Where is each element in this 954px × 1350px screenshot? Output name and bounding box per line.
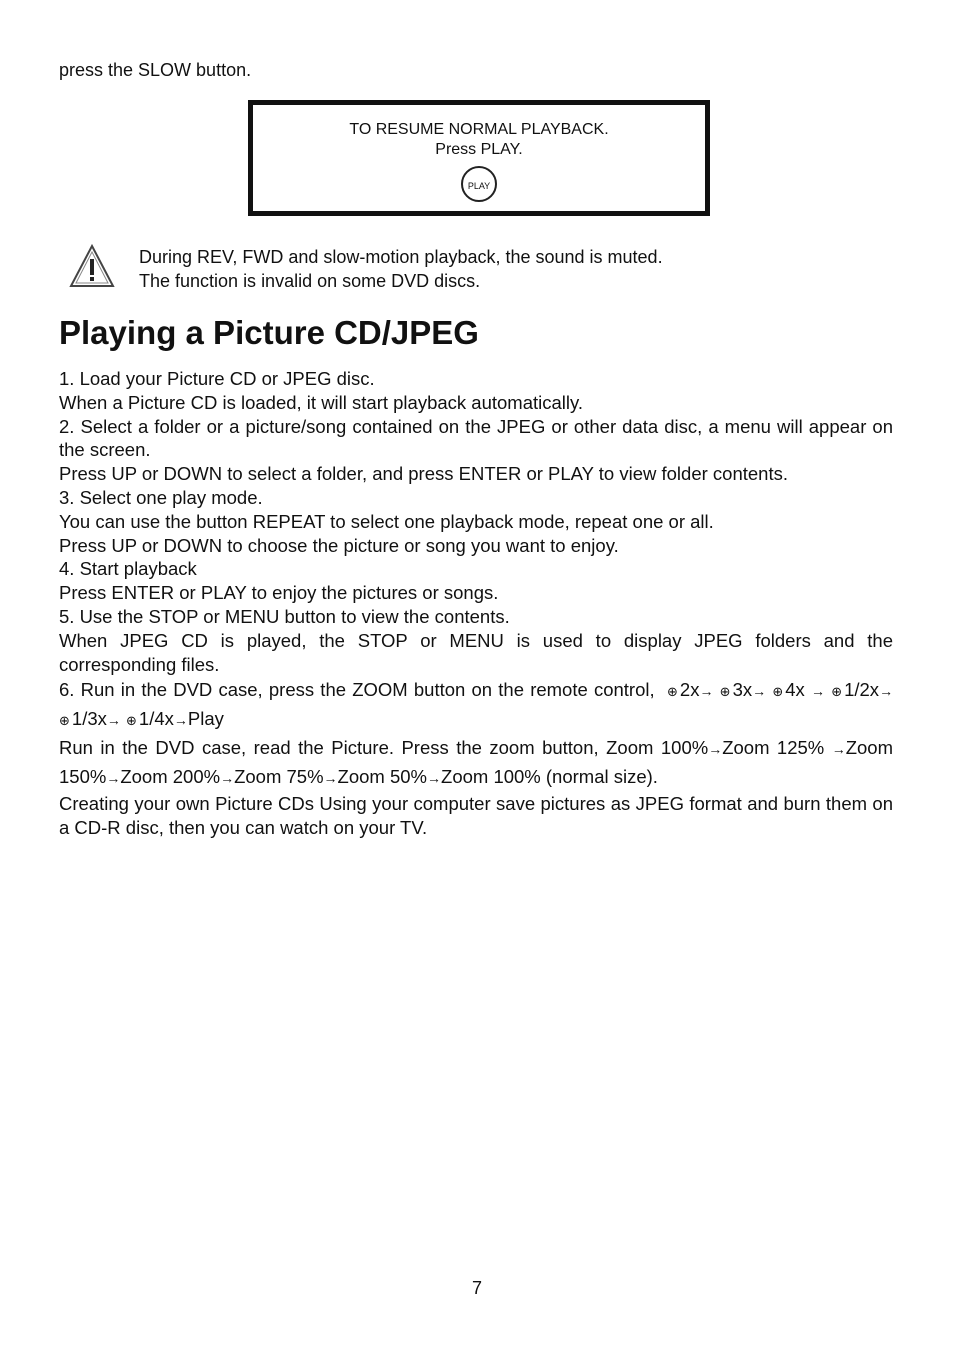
section-title: Playing a Picture CD/JPEG [59, 314, 479, 351]
arrow-icon: → [220, 770, 235, 787]
zoom-step: 2x [679, 679, 700, 701]
step-6-prefix: 6. Run in the DVD case, press the ZOOM button on the remote control, [59, 679, 655, 701]
zoom-step: 1/4x [138, 708, 174, 730]
page-number: 7 [471, 1278, 482, 1298]
resume-playback-box [248, 100, 710, 216]
zoom-pct-step: Zoom 125% [722, 737, 825, 759]
arrow-icon: → [173, 712, 188, 729]
play-button-icon: PLAY [461, 166, 497, 202]
arrow-icon: → [831, 741, 846, 758]
warning-note [139, 245, 663, 293]
zoom-icon: ⊕ [59, 713, 70, 729]
arrow-icon: → [879, 683, 894, 700]
resume-instruction: Press PLAY. [435, 141, 523, 158]
resume-title: TO RESUME NORMAL PLAYBACK. [349, 121, 609, 138]
step-3: 3. Select one play mode. [59, 486, 263, 508]
arrow-icon: → [427, 770, 442, 787]
closing-paragraph: Creating your own Picture CDs Using your computer save pictures as JPEG format and burn them on a CD-R disc, then you can watch on your TV. [59, 793, 893, 839]
zoom-step: 1/3x [71, 708, 107, 730]
step-4: 4. Start playback [59, 558, 197, 580]
zoom-icon: ⊕ [667, 684, 678, 700]
zoom-pct-step: Zoom 200% [120, 766, 221, 788]
step-5: 5. Use the STOP or MENU button to view the contents. [59, 605, 510, 627]
step-1: 1. Load your Picture CD or JPEG disc. [59, 368, 375, 389]
step-2: 2. Select a folder or a picture/song contained on the JPEG or other data disc, a menu will appear on the screen. [59, 415, 893, 461]
step-3-detail-a: You can use the button REPEAT to select one playback mode, repeat one or all. [59, 510, 714, 532]
zoom-pct-step: Zoom 100% [606, 737, 709, 759]
arrow-icon: → [106, 770, 121, 787]
zoom-icon: ⊕ [719, 684, 731, 700]
warning-line-1: During REV, FWD and slow-motion playback, the sound is muted. [139, 247, 663, 267]
zoom-step: 1/2x [844, 679, 880, 701]
warning-triangle-icon [68, 243, 116, 289]
arrow-icon: → [708, 741, 723, 758]
step-1-detail: When a Picture CD is loaded, it will start playback automatically. [59, 391, 584, 413]
zoom-step: 3x [732, 679, 753, 701]
step-5-detail: When JPEG CD is played, the STOP or MENU is used to display JPEG folders and the corresponding files. [59, 629, 893, 675]
step-2-detail: Press UP or DOWN to select a folder, and press ENTER or PLAY to view folder contents. [59, 463, 788, 485]
step-6-zoom-sequence [59, 676, 893, 734]
zoom-pct-step: Zoom 50% [337, 766, 428, 788]
zoom-percent-sequence [59, 734, 893, 792]
zoom-pct-step: Zoom 150% [59, 737, 894, 788]
intro-text: press the SLOW button. [59, 60, 252, 80]
arrow-icon: → [699, 683, 714, 700]
arrow-icon: → [323, 770, 338, 787]
zoom-pct-step: Zoom 100% (normal size). [441, 766, 658, 788]
arrow-icon: → [752, 683, 767, 700]
zoom-icon: ⊕ [772, 684, 784, 700]
arrow-icon: → [106, 712, 121, 729]
warning-line-2: The function is invalid on some DVD discs. [139, 271, 481, 291]
step-3-detail-b: Press UP or DOWN to choose the picture or song you want to enjoy. [59, 534, 619, 556]
step-4-detail: Press ENTER or PLAY to enjoy the pictures or songs. [59, 582, 499, 604]
zoom-pct-prefix: Run in the DVD case, read the Picture. Press the zoom button, [59, 737, 599, 759]
zoom-icon: ⊕ [126, 713, 137, 729]
zoom-icon: ⊕ [831, 684, 843, 700]
zoom-step: Play [187, 708, 224, 730]
zoom-step: 4x [785, 679, 805, 701]
zoom-pct-step: Zoom 75% [234, 766, 324, 788]
arrow-icon: → [810, 683, 825, 700]
instructions [59, 367, 893, 840]
